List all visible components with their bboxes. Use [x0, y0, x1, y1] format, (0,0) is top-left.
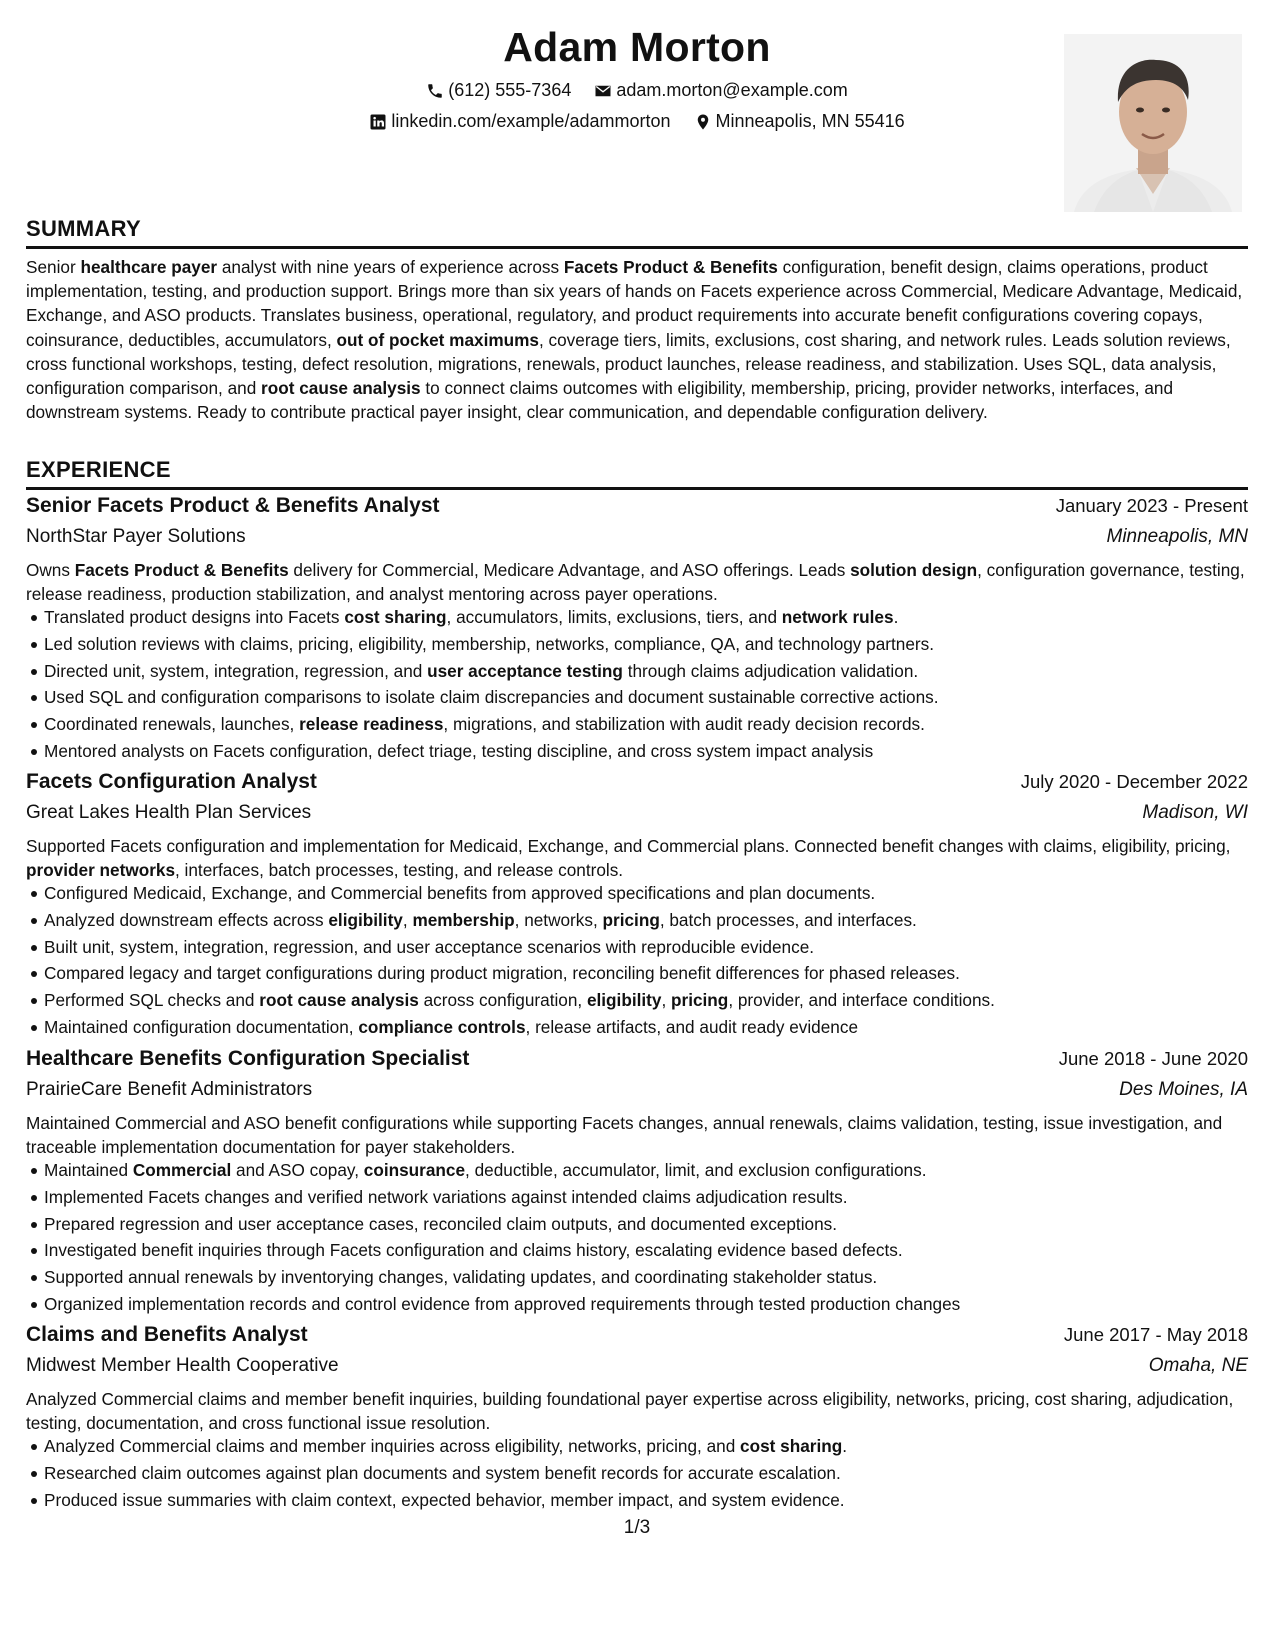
- job-2-title-row: [26, 770, 1248, 798]
- job-location: Omaha, NE: [1148, 1355, 1248, 1376]
- page-number: 1/3: [623, 1517, 651, 1538]
- job-4-title-row: [26, 1323, 1248, 1351]
- bullet-item: Organized implementation records and control evidence from approved requirements through tested production changes: [44, 1291, 1266, 1318]
- bullet-item: Directed unit, system, integration, regression, and user acceptance testing through claims adjudication validation.: [44, 658, 1266, 685]
- location-contact: [694, 111, 905, 132]
- job-title: Facets Configuration Analyst: [26, 770, 317, 793]
- summary-text: Senior healthcare payer analyst with nine years of experience across Facets Product & Benefits configuration, benefit design, claims operations, product implementation, testing, and production support. Brings more than six years of hands on Facets experience across Commercial, Medicare Advantage, Medicaid, Exchange, and ASO products. Translates business, operational, regulatory, and product requirements into accurate benefit configurations covering copays, coinsurance, deductibles, accumulators, out of pocket maximums, coverage tiers, limits, exclusions, cost sharing, and network rules. Leads solution reviews, cross functional workshops, testing, defect resolution, migrations, renewals, product launches, release readiness, and stabilization. Uses SQL, data analysis, configuration comparison, and root cause analysis to connect claims outcomes with eligibility, membership, pricing, provider networks, interfaces, and downstream systems. Ready to contribute practical payer insight, clear communication, and dependable configuration delivery.: [26, 257, 1243, 423]
- job-location: Madison, WI: [1142, 802, 1248, 823]
- bullet-item: Translated product designs into Facets cost sharing, accumulators, limits, exclusions, tiers, and network rules.: [44, 604, 1266, 631]
- bullet-item: Built unit, system, integration, regression, and user acceptance scenarios with reproducible evidence.: [44, 934, 1266, 961]
- phone-icon: [426, 82, 444, 100]
- phone-contact: [426, 80, 571, 101]
- email-text[interactable]: adam.morton@example.com: [616, 80, 848, 100]
- job-description: Supported Facets configuration and implementation for Medicaid, Exchange, and Commercial plans. Connected benefit changes with claims, eligibility, pricing, provider networks, interfaces, batch processes, testing, and release controls.: [26, 836, 1231, 881]
- job-description: Owns Facets Product & Benefits delivery for Commercial, Medicare Advantage, and ASO offerings. Leads solution design, configuration governance, testing, release readiness, production stabilization, and analyst mentoring across payer operations.: [26, 560, 1245, 605]
- job-3-title-row: [26, 1047, 1248, 1075]
- bullet-item: Investigated benefit inquiries through Facets configuration and claims history, escalating evidence based defects.: [44, 1237, 1266, 1264]
- job-3-bullets: [26, 1157, 1266, 1318]
- company-name: Midwest Member Health Cooperative: [26, 1355, 339, 1376]
- envelope-icon: [594, 82, 612, 100]
- bullet-item: Compared legacy and target configurations during product migration, reconciling benefit differences for phased releases.: [44, 960, 1266, 987]
- bullet-item: Researched claim outcomes against plan documents and system benefit records for accurate escalation.: [44, 1460, 1266, 1487]
- bullet-item: Led solution reviews with claims, pricing, eligibility, membership, networks, compliance, QA, and technology partners.: [44, 631, 1266, 658]
- bullet-item: Performed SQL checks and root cause analysis across configuration, eligibility, pricing, provider, and interface conditions.: [44, 987, 1266, 1014]
- bullet-item: Supported annual renewals by inventorying changes, validating updates, and coordinating stakeholder status.: [44, 1264, 1266, 1291]
- job-4-company-row: [26, 1355, 1248, 1381]
- bullet-item: Used SQL and configuration comparisons to isolate claim discrepancies and document sustainable corrective actions.: [44, 684, 1266, 711]
- email-contact[interactable]: [594, 80, 847, 101]
- phone-text: (612) 555-7364: [448, 80, 572, 100]
- job-dates: July 2020 - December 2022: [1020, 771, 1248, 792]
- resume-page: [26, 0, 1248, 1650]
- bullet-item: Maintained configuration documentation, compliance controls, release artifacts, and audit ready evidence: [44, 1014, 1266, 1041]
- company-name: Great Lakes Health Plan Services: [26, 802, 312, 823]
- linkedin-contact[interactable]: [369, 111, 670, 132]
- bullet-item: Produced issue summaries with claim context, expected behavior, member impact, and system evidence.: [44, 1487, 1266, 1514]
- company-name: NorthStar Payer Solutions: [26, 526, 246, 547]
- job-description: Maintained Commercial and ASO benefit configurations while supporting Facets changes, annual renewals, claims validation, testing, issue investigation, and traceable implementation documentation for payer stakeholders.: [26, 1113, 1223, 1158]
- job-location: Minneapolis, MN: [1106, 526, 1248, 547]
- candidate-name: Adam Morton: [503, 24, 771, 70]
- linkedin-text[interactable]: linkedin.com/example/adammorton: [391, 111, 671, 131]
- job-4-bullets: [26, 1433, 1266, 1513]
- job-title: Senior Facets Product & Benefits Analyst: [26, 494, 440, 517]
- experience-heading: EXPERIENCE: [26, 457, 1248, 490]
- summary-heading: SUMMARY: [26, 216, 1248, 249]
- company-name: PrairieCare Benefit Administrators: [26, 1079, 313, 1100]
- job-dates: June 2018 - June 2020: [1058, 1048, 1248, 1069]
- job-2-company-row: [26, 802, 1248, 828]
- bullet-item: Implemented Facets changes and verified network variations against intended claims adjudication results.: [44, 1184, 1266, 1211]
- map-pin-icon: [694, 113, 712, 131]
- bullet-item: Analyzed downstream effects across eligibility, membership, networks, pricing, batch processes, and interfaces.: [44, 907, 1266, 934]
- job-1-title-row: [26, 494, 1248, 522]
- location-text: Minneapolis, MN 55416: [715, 111, 905, 131]
- job-1-bullets: [26, 604, 1266, 765]
- bullet-item: Analyzed Commercial claims and member inquiries across eligibility, networks, pricing, and cost sharing.: [44, 1433, 1266, 1460]
- bullet-item: Maintained Commercial and ASO copay, coinsurance, deductible, accumulator, limit, and exclusion configurations.: [44, 1157, 1266, 1184]
- job-2-bullets: [26, 880, 1266, 1041]
- bullet-item: Mentored analysts on Facets configuration, defect triage, testing discipline, and cross system impact analysis: [44, 738, 1266, 765]
- job-dates: June 2017 - May 2018: [1063, 1324, 1248, 1345]
- job-description: Analyzed Commercial claims and member benefit inquiries, building foundational payer expertise across eligibility, networks, pricing, cost sharing, adjudication, testing, documentation, and cross functional issue resolution.: [26, 1389, 1234, 1434]
- job-location: Des Moines, IA: [1119, 1079, 1248, 1100]
- bullet-item: Configured Medicaid, Exchange, and Commercial benefits from approved specifications and plan documents.: [44, 880, 1266, 907]
- linkedin-icon: [369, 113, 387, 131]
- bullet-item: Prepared regression and user acceptance cases, reconciled claim outputs, and documented exceptions.: [44, 1211, 1266, 1238]
- job-title: Claims and Benefits Analyst: [26, 1323, 308, 1346]
- bullet-item: Coordinated renewals, launches, release readiness, migrations, and stabilization with audit ready decision records.: [44, 711, 1266, 738]
- job-title: Healthcare Benefits Configuration Specialist: [26, 1047, 470, 1070]
- job-3-company-row: [26, 1079, 1248, 1105]
- job-dates: January 2023 - Present: [1055, 495, 1248, 516]
- profile-photo: [1064, 34, 1242, 212]
- job-1-company-row: [26, 526, 1248, 552]
